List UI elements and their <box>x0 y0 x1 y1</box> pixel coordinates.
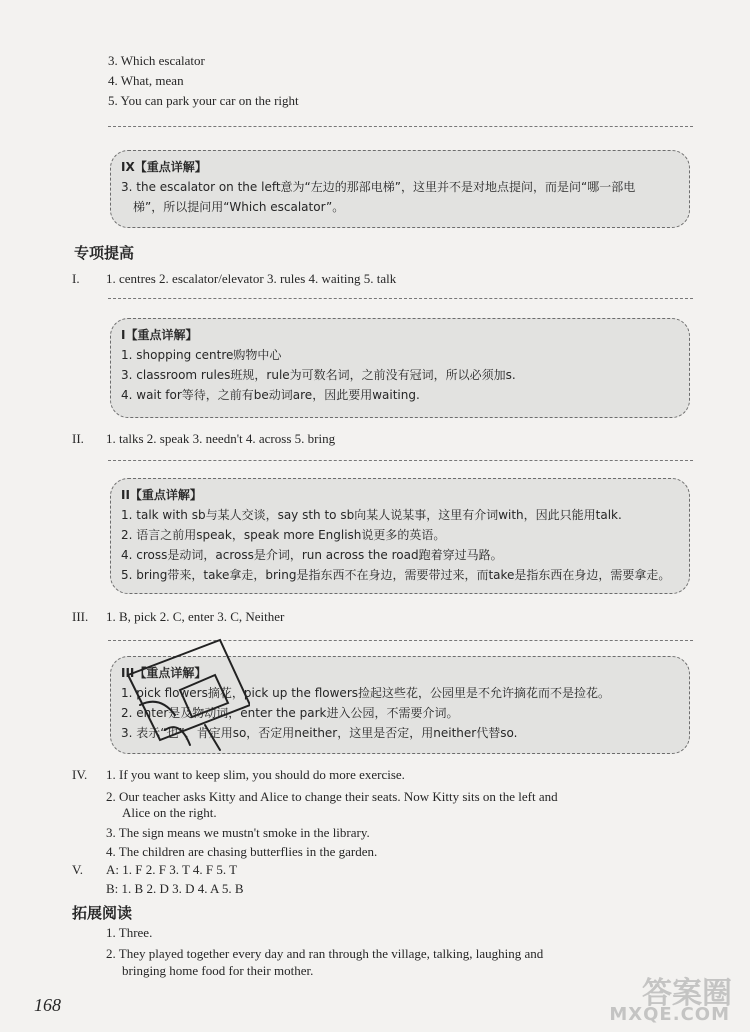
answer-line: 1. B, pick 2. C, enter 3. C, Neither <box>106 609 285 624</box>
roman-numeral: III. <box>72 609 89 624</box>
answer-line: 3. The sign means we mustn't smoke in the library. <box>106 825 370 840</box>
box-line: 1. pick flowers摘花，pick up the flowers捡起这些花，公园里是不允许摘花而不是捡花。 <box>121 686 611 700</box>
watermark-logo <box>588 968 738 1028</box>
roman-numeral: V. <box>72 862 83 877</box>
box-line: 3. the escalator on the left意为“左边的那部电梯”，这里并不是对地点提问，而是问“哪一部电 <box>121 180 636 194</box>
box-line: 1. talk with sb与某人交谈，say sth to sb向某人说某事，这里有介词with，因此只能用talk. <box>121 508 622 522</box>
roman-numeral: II. <box>72 431 84 446</box>
box-line: 2. 语言之前用speak，speak more English说更多的英语。 <box>121 528 446 542</box>
box-title: II【重点详解】 <box>121 488 202 502</box>
answer-line: B: 1. B 2. D 3. D 4. A 5. B <box>106 881 244 896</box>
watermark-sub: MXQE.COM <box>609 1004 730 1025</box>
answer-line: bringing home food for their mother. <box>122 963 314 978</box>
divider <box>108 460 693 461</box>
handwritten-stamp-icon <box>120 635 250 755</box>
watermark-text: 答案圈 <box>642 976 732 1011</box>
box-line: 1. shopping centre购物中心 <box>121 348 282 362</box>
answer-line: 4. What, mean <box>108 73 184 88</box>
divider <box>108 126 693 127</box>
answer-line: 1. If you want to keep slim, you should do more exercise. <box>106 767 405 782</box>
roman-numeral: I. <box>72 271 80 286</box>
section-heading: 拓展阅读 <box>72 904 133 922</box>
answer-line: 5. You can park your car on the right <box>108 93 299 108</box>
box-title: I【重点详解】 <box>121 328 198 342</box>
answer-line: 2. Our teacher asks Kitty and Alice to change their seats. Now Kitty sits on the left and <box>106 789 558 804</box>
answer-line: 4. The children are chasing butterflies in the garden. <box>106 844 378 859</box>
answer-line: A: 1. F 2. F 3. T 4. F 5. T <box>106 862 238 877</box>
answer-line: 2. They played together every day and ran through the village, talking, laughing and <box>106 946 544 961</box>
box-line: 4. cross是动词，across是介词，run across the road跑着穿过马路。 <box>121 548 503 562</box>
answer-line: 1. Three. <box>106 925 153 940</box>
answer-line: Alice on the right. <box>122 805 217 820</box>
box-line: 5. bring带来，take拿走，bring是指东西不在身边，需要带过来，而take是指东西在身边，需要拿走。 <box>121 568 671 582</box>
box-title: III【重点详解】 <box>121 666 207 680</box>
divider <box>108 298 693 299</box>
roman-numeral: IV. <box>72 767 88 782</box>
answer-line: 1. centres 2. escalator/elevator 3. rules 4. waiting 5. talk <box>106 271 397 286</box>
box-line: 3. 表示“也”，肯定用so，否定用neither，这里是否定，用neither代替so. <box>121 726 518 740</box>
page-number: 168 <box>34 995 61 1015</box>
answer-line: 3. Which escalator <box>108 53 205 68</box>
explanation-box-ix <box>110 150 690 228</box>
answer-line: 1. talks 2. speak 3. needn't 4. across 5. bring <box>106 431 336 446</box>
box-line: 4. wait for等待，之前有be动词are，因此要用waiting. <box>121 388 420 402</box>
box-line: 梯”，所以提问用“Which escalator”。 <box>133 200 345 214</box>
box-line: 2. enter是及物动词，enter the park进入公园，不需要介词。 <box>121 706 459 720</box>
box-line: 3. classroom rules班规，rule为可数名词，之前没有冠词，所以必须加s. <box>121 368 516 382</box>
explanation-box-ii <box>110 478 690 594</box>
section-heading: 专项提高 <box>74 244 135 262</box>
box-title: IX【重点详解】 <box>121 160 207 174</box>
explanation-box-i <box>110 318 690 418</box>
